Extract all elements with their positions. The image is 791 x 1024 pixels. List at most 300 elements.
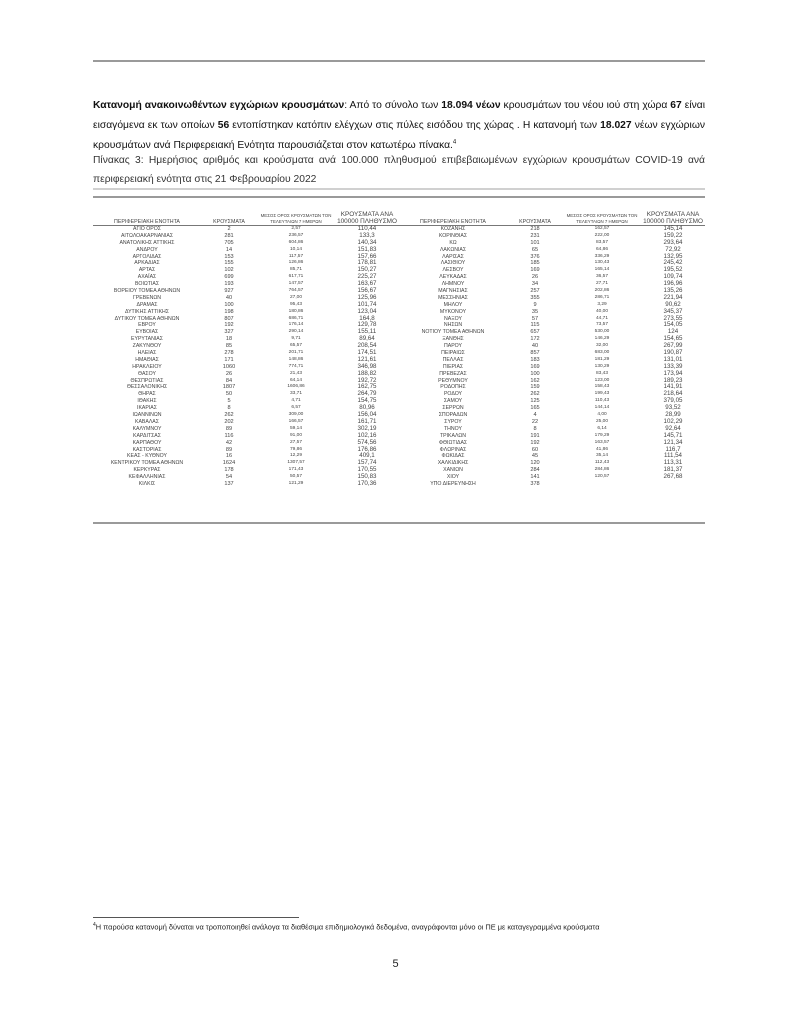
cell-7day-avg: 683,00 (594, 350, 610, 356)
cell-per-100k: 173,94 (663, 369, 683, 377)
cell-7day-avg: 286,71 (594, 294, 610, 300)
cell-cases: 9 (533, 301, 537, 308)
cell-7day-avg: 117,57 (288, 253, 304, 259)
cell-region: ΑΡΓΟΛΙΔΑΣ (132, 253, 162, 260)
cell-7day-avg: 91,00 (289, 432, 302, 438)
cell-cases: 155 (224, 260, 234, 267)
cell-cases: 192 (224, 322, 234, 329)
cell-cases: 193 (224, 281, 234, 288)
cell-region: ΚΕΝΤΡΙΚΟΥ ΤΟΜΕΑ ΑΘΗΝΩΝ (110, 460, 184, 467)
cell-region: ΓΡΕΒΕΝΩΝ (132, 294, 162, 301)
cell-cases: 26 (531, 274, 539, 281)
cell-per-100k: 225,27 (357, 273, 377, 281)
table-body (399, 226, 705, 488)
table-row (93, 371, 399, 378)
cell-region: ΝΟΤΙΟΥ ΤΟΜΕΑ ΑΘΗΝΩΝ (421, 329, 485, 336)
table-row (399, 357, 705, 364)
cell-7day-avg: 121,29 (288, 480, 304, 486)
cell-cases: 22 (531, 418, 539, 425)
table-row (399, 378, 705, 385)
header-per-100k: ΚΡΟΥΣΜΑΤΑ ΑΝΑ 100000 ΠΛΗΘΥΣΜΟ (337, 211, 397, 225)
cell-region: ΚΑΒΑΛΑΣ (135, 418, 159, 425)
cell-region: ΕΥΒΟΙΑΣ (135, 329, 159, 336)
cell-region: ΠΕΙΡΑΙΩΣ (441, 350, 465, 357)
cell-region: ΑΡΚΑΔΙΑΣ (134, 260, 160, 267)
cell-region: ΖΑΚΥΝΘΟΥ (132, 343, 162, 350)
cell-7day-avg: 35,14 (595, 453, 608, 459)
footnote-ref[interactable]: 4 (452, 139, 457, 146)
cell-7day-avg: 181,29 (594, 356, 610, 362)
cell-cases: 16 (225, 453, 233, 460)
table-row (399, 309, 705, 316)
cell-7day-avg: 10,14 (289, 246, 302, 252)
cell-region: ΙΘΑΚΗΣ (137, 398, 157, 405)
cell-per-100k: 156,04 (357, 411, 377, 419)
cell-cases: 141 (530, 474, 540, 481)
cell-per-100k: 170,55 (357, 466, 377, 474)
cell-7day-avg: 1307,57 (287, 460, 305, 466)
cell-region: ΗΜΑΘΙΑΣ (135, 356, 159, 363)
table-top-rule (93, 196, 705, 198)
cell-region: ΑΧΑΪΑΣ (137, 274, 157, 281)
table-row (93, 378, 399, 385)
cell-per-100k: 133,3 (359, 231, 375, 239)
cell-7day-avg: 3,29 (597, 301, 607, 307)
cell-7day-avg: 32,00 (595, 343, 608, 349)
cell-region: ΦΩΚΙΔΑΣ (441, 453, 465, 460)
cell-7day-avg: 44,71 (595, 315, 608, 321)
cell-cases: 120 (530, 460, 540, 467)
cell-cases: 42 (225, 439, 233, 446)
cell-cases: 116 (224, 432, 234, 439)
cell-7day-avg: 171,43 (288, 467, 304, 473)
cell-7day-avg: 25,00 (595, 418, 608, 424)
paragraph-text: εντοπίστηκαν κατόπιν ελέγχων στις πύλες εισόδου της χώρας . Η κατανομή των (229, 120, 601, 131)
header-region: ΠΕΡΙΦΕΡΕΙΑΚΗ ΕΝΟΤΗΤΑ (420, 219, 486, 225)
cell-region: ΜΥΚΟΝΟΥ (439, 308, 467, 315)
table-row (93, 364, 399, 371)
cell-7day-avg: 27,71 (595, 281, 608, 287)
cell-region: ΡΕΘΥΜΝΟΥ (438, 377, 468, 384)
cell-cases: 100 (530, 370, 540, 377)
cell-region: ΦΛΩΡΙΝΑΣ (439, 446, 467, 453)
cell-per-100k: 164,8 (359, 314, 375, 322)
cell-region: ΧΑΛΚΙΔΙΚΗΣ (437, 460, 469, 467)
cell-7day-avg: 6,57 (291, 405, 301, 411)
table-row (93, 357, 399, 364)
cell-7day-avg: 27,57 (289, 439, 302, 445)
table-row (399, 288, 705, 295)
table-row (399, 398, 705, 405)
cell-per-100k: 208,54 (357, 342, 377, 350)
cell-region: ΕΥΡΥΤΑΝΙΑΣ (131, 336, 163, 343)
cell-7day-avg: 166,57 (288, 418, 304, 424)
cell-7day-avg: 33,71 (289, 391, 302, 397)
cell-region: ΘΑΣΟΥ (138, 370, 156, 377)
table-row (399, 322, 705, 329)
table-row (399, 336, 705, 343)
cell-per-100k: 140,34 (357, 238, 377, 246)
cell-7day-avg: 530,00 (594, 329, 610, 335)
table-row (93, 254, 399, 261)
cell-region: ΜΕΣΣΗΝΙΑΣ (438, 294, 468, 301)
cell-cases: 281 (224, 232, 234, 239)
cell-cases: 807 (224, 315, 234, 322)
cell-cases: 185 (530, 260, 540, 267)
cell-per-100k: 170,36 (357, 479, 377, 487)
table-row (399, 384, 705, 391)
cell-7day-avg: 2,57 (291, 226, 301, 231)
cell-per-100k: 154,75 (357, 397, 377, 405)
cell-per-100k: 141,91 (663, 383, 683, 391)
cell-per-100k: 346,98 (357, 362, 377, 370)
table-row (93, 240, 399, 247)
table-row (399, 247, 705, 254)
cell-cases: 45 (531, 453, 539, 460)
cell-cases: 137 (224, 480, 234, 487)
cell-per-100k: 93,52 (665, 404, 681, 412)
cell-cases: 183 (530, 356, 540, 363)
cell-per-100k: 109,74 (663, 273, 683, 281)
cell-cases: 153 (224, 253, 234, 260)
cell-per-100k: 111,54 (663, 452, 682, 460)
table-row (93, 316, 399, 323)
table-row (399, 426, 705, 433)
cell-region: ΡΟΔΟΠΗΣ (440, 384, 466, 391)
table-row (93, 419, 399, 426)
cell-cases: 14 (225, 246, 233, 253)
cell-cases: 101 (530, 239, 540, 246)
cell-per-100k: 72,92 (665, 245, 681, 253)
cell-7day-avg: 64,14 (289, 377, 302, 383)
cell-cases: 40 (225, 294, 233, 301)
footnote (93, 922, 705, 931)
table-row (399, 281, 705, 288)
table-row (399, 419, 705, 426)
cell-cases: 89 (225, 446, 233, 453)
header-rule (93, 60, 705, 62)
cell-cases: 927 (224, 288, 234, 295)
cell-7day-avg: 774,71 (288, 363, 304, 369)
cell-per-100k: 293,64 (663, 238, 683, 246)
page-number: 5 (392, 958, 399, 970)
cell-region: ΑΙΤΩΛΟΑΚΑΡΝΑΝΙΑΣ (120, 232, 174, 239)
cell-cases: 8 (533, 425, 537, 432)
table-header (399, 202, 705, 226)
cell-cases: 89 (225, 425, 233, 432)
table-row (399, 260, 705, 267)
cell-cases: 1807 (222, 384, 236, 391)
cell-per-100k: 123,04 (357, 307, 377, 315)
cell-per-100k: 245,42 (663, 259, 683, 267)
cell-7day-avg: 120,57 (594, 474, 610, 480)
cell-region: ΞΑΝΘΗΣ (442, 336, 464, 343)
cell-region: ΝΗΣΩΝ (443, 322, 463, 329)
cell-per-100k: 157,74 (357, 459, 377, 467)
footnote-separator (93, 917, 299, 918)
table-right-half (399, 202, 705, 488)
cell-per-100k: 196,96 (663, 280, 683, 288)
cell-per-100k: 195,52 (663, 266, 683, 274)
cell-per-100k: 178,81 (357, 259, 377, 267)
cell-cases: 705 (224, 239, 234, 246)
cell-region: ΣΠΟΡΑΔΩΝ (438, 412, 468, 419)
cell-per-100k: 161,71 (357, 417, 377, 425)
cell-cases: 35 (531, 308, 539, 315)
cell-region: ΣΕΡΡΩΝ (442, 405, 464, 412)
cell-cases: 355 (530, 294, 540, 301)
cell-per-100k: 113,31 (663, 459, 683, 467)
table-row (399, 474, 705, 481)
cell-cases: 262 (224, 412, 234, 419)
table-row (93, 440, 399, 447)
cell-cases: 257 (530, 288, 540, 295)
cell-cases: 40 (531, 343, 539, 350)
cell-region: ΛΗΜΝΟΥ (441, 281, 465, 288)
cell-per-100k: 157,66 (357, 252, 377, 260)
cell-per-100k: 192,72 (357, 376, 377, 384)
cell-per-100k: 116,7 (665, 445, 681, 453)
cell-region: ΚΙΛΚΙΣ (138, 480, 156, 487)
cell-region: ΛΑΡΙΣΑΣ (442, 253, 464, 260)
cell-7day-avg: 83,57 (595, 239, 608, 245)
cell-per-100k: 151,83 (357, 245, 377, 253)
cell-cases: 2 (227, 226, 231, 232)
cell-region: ΔΡΑΜΑΣ (136, 301, 158, 308)
table-row (399, 254, 705, 261)
cell-per-100k: 125,96 (357, 293, 377, 301)
cell-region: ΣΑΜΟΥ (443, 398, 463, 405)
table-row (93, 405, 399, 412)
cell-7day-avg: 130,43 (594, 260, 610, 266)
cell-region: ΘΕΣΠΡΩΤΙΑΣ (130, 377, 164, 384)
table-row (93, 474, 399, 481)
cell-region: ΛΕΣΒΟΥ (442, 267, 464, 274)
table-row (399, 391, 705, 398)
table-row (93, 467, 399, 474)
cell-7day-avg: 83,43 (595, 370, 608, 376)
cell-cases: 172 (530, 336, 540, 343)
table-top-rule-light (93, 188, 705, 190)
cell-cases: 50 (225, 391, 233, 398)
cell-region: ΗΛΕΙΑΣ (137, 350, 157, 357)
paragraph-bold-domestic: 18.027 (600, 120, 632, 131)
cell-per-100k: 189,23 (663, 376, 683, 384)
cell-region: ΚΕΑΣ - ΚΥΘΝΟΥ (127, 453, 167, 460)
cell-region: ΔΥΤΙΚΟΥ ΤΟΜΕΑ ΑΘΗΝΩΝ (114, 315, 180, 322)
cell-cases: 378 (530, 480, 540, 487)
table-row (399, 350, 705, 357)
cell-per-100k: 155,11 (357, 328, 377, 336)
paragraph-bold-border: 56 (217, 120, 230, 131)
cell-7day-avg: 290,14 (288, 329, 304, 335)
cell-7day-avg: 180,86 (288, 308, 304, 314)
cell-per-100k: 174,51 (357, 349, 377, 357)
cell-cases: 8 (227, 405, 231, 412)
cell-7day-avg: 309,00 (288, 412, 304, 418)
footnote-text: Η παρούσα κατανομή δύναται να τροποποιηθεί ανάλογα τα διαθέσιμα επιδημιολογικά δεδομένα, αναγράφονται μόνο οι ΠΕ με καταγεγραμμένα κρούσματα (95, 922, 600, 932)
cell-7day-avg: 158,43 (594, 384, 610, 390)
cell-7day-avg: 199,43 (594, 391, 610, 397)
cell-per-100k: 264,79 (357, 390, 377, 398)
cell-7day-avg: 50,57 (289, 474, 302, 480)
cell-region: ΘΗΡΑΣ (138, 391, 156, 398)
table-row (399, 316, 705, 323)
cell-region: ΝΑΞΟΥ (444, 315, 462, 322)
cell-7day-avg: 202,86 (594, 288, 610, 294)
cell-region: ΔΥΤΙΚΗΣ ΑΤΤΙΚΗΣ (125, 308, 169, 315)
cell-region: ΛΕΥΚΑΔΑΣ (439, 274, 467, 281)
cell-cases: 65 (531, 246, 539, 253)
table-row (93, 391, 399, 398)
cell-region: ΡΟΔΟΥ (443, 391, 463, 398)
cell-7day-avg: 764,57 (288, 288, 304, 294)
table-row (399, 405, 705, 412)
cell-7day-avg: 36,57 (595, 274, 608, 280)
cell-region: ΜΑΓΝΗΣΙΑΣ (438, 288, 468, 295)
cell-per-100k: 135,26 (663, 287, 683, 295)
cell-cases: 18 (225, 336, 233, 343)
cell-cases: 60 (531, 446, 539, 453)
cell-region: ΑΡΤΑΣ (138, 267, 156, 274)
cell-region: ΧΙΟΥ (446, 474, 460, 481)
table-row (93, 433, 399, 440)
cell-region: ΚΑΡΠΑΘΟΥ (132, 439, 162, 446)
cell-per-100k: 267,68 (663, 473, 683, 481)
cell-cases: 278 (224, 350, 234, 357)
cell-7day-avg: 85,71 (289, 267, 302, 273)
footnote-number: 4 (93, 922, 96, 928)
table-row (399, 371, 705, 378)
table-row (93, 274, 399, 281)
cell-per-100k: 124 (667, 328, 679, 336)
cell-region: ΥΠΟ ΔΙΕΡΕΥΝΗΣΗ (430, 480, 476, 487)
table-row (93, 295, 399, 302)
cell-per-100k: 102,29 (663, 417, 683, 425)
cell-7day-avg: 617,71 (288, 274, 304, 280)
cell-per-100k: 154,65 (663, 335, 683, 343)
cell-7day-avg: 130,29 (594, 363, 610, 369)
cell-7day-avg: 9,71 (291, 336, 301, 342)
table-row (399, 240, 705, 247)
cell-region: ΑΝΑΤΟΛΙΚΗΣ ΑΤΤΙΚΗΣ (119, 239, 175, 246)
cell-per-100k: 89,64 (359, 335, 375, 343)
cell-per-100k: 156,67 (357, 287, 377, 295)
cell-cases: 102 (224, 267, 234, 274)
cell-region: ΠΕΛΛΑΣ (442, 356, 464, 363)
table-row (93, 350, 399, 357)
cell-7day-avg: 4,71 (291, 398, 301, 404)
intro-paragraph (93, 96, 705, 156)
cell-per-100k: 163,67 (357, 280, 377, 288)
cell-7day-avg: 112,43 (594, 460, 610, 466)
table-left-half (93, 202, 399, 488)
cell-7day-avg: 179,29 (594, 432, 610, 438)
cell-per-100k: 28,99 (665, 411, 681, 419)
cell-7day-avg: 146,29 (594, 336, 610, 342)
table-row (93, 412, 399, 419)
cell-per-100k: 345,37 (663, 307, 683, 315)
table-row (93, 460, 399, 467)
table-row (399, 226, 705, 233)
table-row (93, 481, 399, 488)
cell-7day-avg: 59,14 (289, 425, 302, 431)
table-caption: Πίνακας 3: Ημερήσιος αριθμός και κρούσματα ανά 100.000 πληθυσμού επιβεβαιωμένων εγχώριων κρουσμάτων COVID-19 ανά περιφερειακή ενότητα στις 21 Φεβρουαρίου 2022 (93, 155, 705, 185)
paragraph-text: νέων εγχώριων κρουσμάτων ανά Περιφερειακή Ενότητα παρουσιάζεται στον κατωτέρω πίνακα. (93, 120, 706, 151)
cell-per-100k: 176,86 (357, 445, 377, 453)
cell-7day-avg: 110,43 (594, 398, 610, 404)
table-row (93, 384, 399, 391)
cell-region: ΚΑΣΤΟΡΙΑΣ (132, 446, 162, 453)
cell-per-100k (641, 481, 705, 488)
paragraph-bold-total: 18.094 νέων (441, 100, 501, 111)
table-row (399, 433, 705, 440)
cell-per-100k: 154,05 (663, 321, 683, 329)
paragraph-text: : Από το σύνολο των (344, 100, 442, 111)
cell-7day-avg: 95,43 (289, 301, 302, 307)
cell-per-100k: 162,75 (357, 383, 377, 391)
cell-cases: 327 (224, 329, 234, 336)
cell-7day-avg: 176,14 (288, 322, 304, 328)
table-row (93, 426, 399, 433)
cell-cases: 284 (530, 467, 540, 474)
table-row (93, 329, 399, 336)
cell-per-100k: 218,64 (663, 390, 683, 398)
paragraph-text: είναι εισαγόμενα εκ των οποίων (93, 100, 706, 131)
cell-cases: 5 (227, 398, 231, 405)
header-per-100k: ΚΡΟΥΣΜΑΤΑ ΑΝΑ 100000 ΠΛΗΘΥΣΜΟ (643, 211, 703, 225)
cell-per-100k: 145,71 (663, 431, 683, 439)
cell-cases: 171 (224, 356, 234, 363)
cell-cases: 657 (530, 329, 540, 336)
cell-per-100k: 80,96 (359, 404, 375, 412)
cell-region: ΚΕΦΑΛΛΗΝΙΑΣ (128, 474, 166, 481)
cell-7day-avg: 148,86 (288, 356, 304, 362)
table-row (93, 336, 399, 343)
cell-7day-avg: 41,86 (595, 446, 608, 452)
table-row (399, 440, 705, 447)
cell-cases: 202 (224, 418, 234, 425)
cell-region: ΚΟΡΙΝΘΙΑΣ (438, 232, 468, 239)
cell-region: ΑΓΙΟ ΟΡΟΣ (133, 226, 161, 232)
cell-cases: 1624 (222, 460, 236, 467)
cell-cases: 84 (225, 377, 233, 384)
cell-cases: 85 (225, 343, 233, 350)
cell-per-100k: 102,16 (357, 431, 377, 439)
cell-7day-avg: 147,57 (288, 281, 304, 287)
cell-per-100k: 101,74 (357, 300, 377, 308)
cell-cases: 4 (533, 412, 537, 419)
cell-per-100k: 110,44 (357, 225, 377, 232)
table-row (399, 364, 705, 371)
cell-cases: 100 (224, 301, 234, 308)
table-row (399, 481, 705, 488)
cell-7day-avg: 12,29 (289, 453, 302, 459)
cell-cases: 178 (224, 467, 234, 474)
table-header (93, 202, 399, 226)
table-row (399, 267, 705, 274)
cell-7day-avg: 1606,86 (287, 384, 305, 390)
cell-cases: 165 (530, 405, 540, 412)
table-row (399, 274, 705, 281)
cell-region: ΒΟΡΕΙΟΥ ΤΟΜΕΑ ΑΘΗΝΩΝ (113, 288, 181, 295)
cell-7day-avg: 162,57 (594, 226, 610, 231)
cell-region: ΣΥΡΟΥ (444, 418, 462, 425)
cell-cases: 169 (530, 267, 540, 274)
table-row (93, 233, 399, 240)
cell-7day-avg: 126,86 (288, 260, 304, 266)
cell-7day-avg: 40,00 (595, 308, 608, 314)
